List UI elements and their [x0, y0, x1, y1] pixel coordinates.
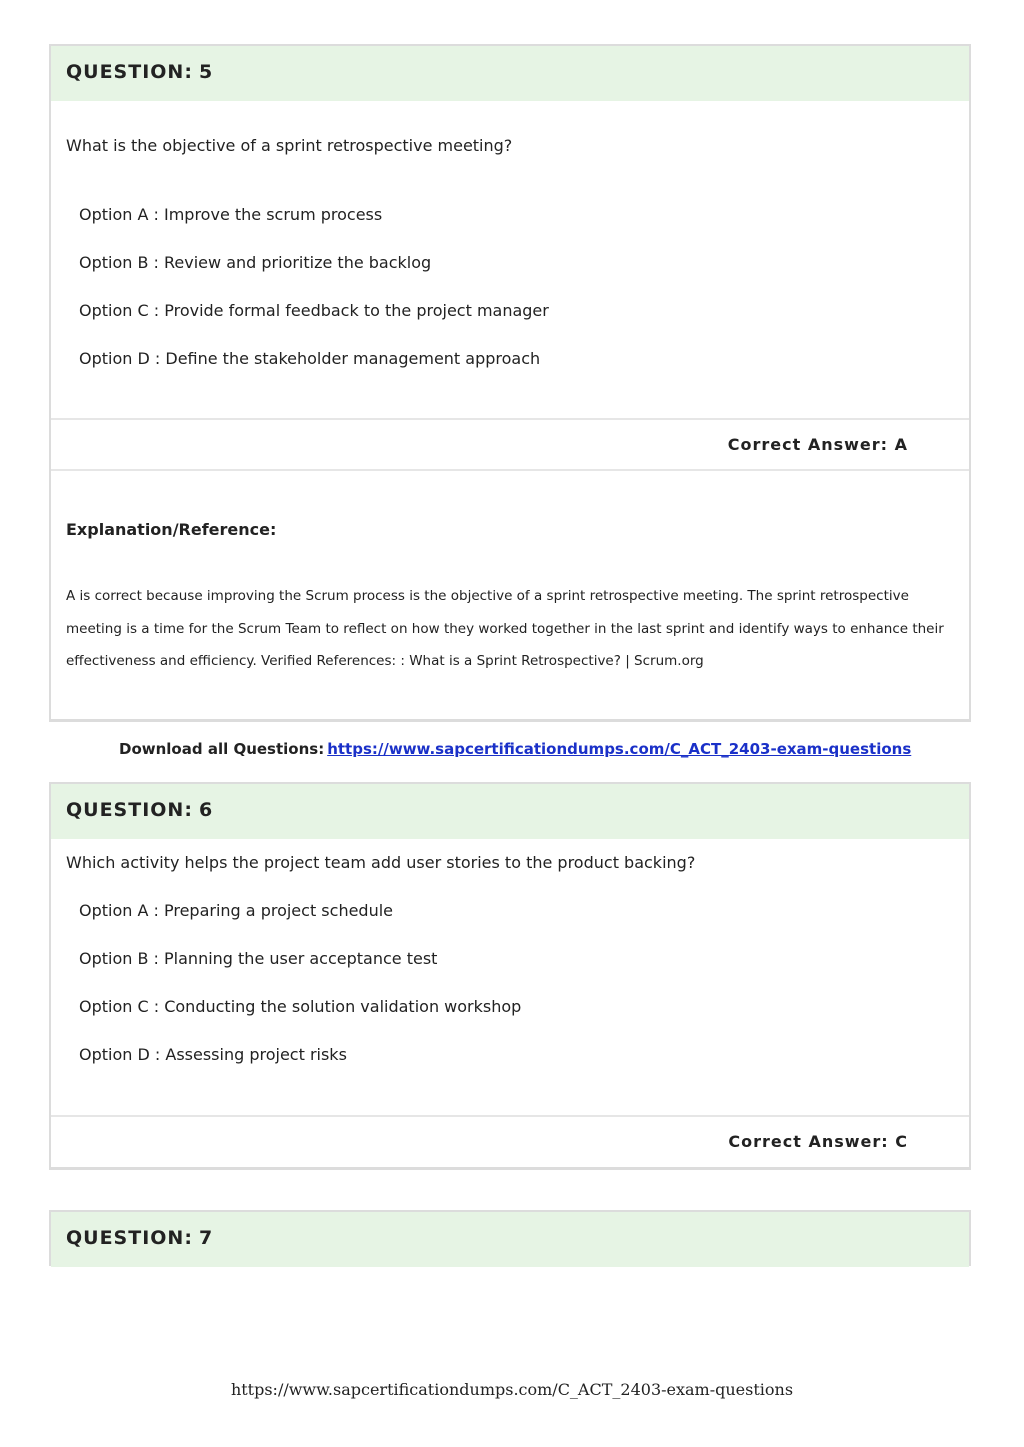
- question-number: 6: [198, 799, 214, 821]
- divider: [51, 418, 969, 420]
- option-c: Option C : Conducting the solution validation workshop: [79, 997, 522, 1016]
- option-d: Option D : Assessing project risks: [79, 1045, 347, 1064]
- question-6-header: [51, 784, 969, 839]
- question-7-card: [49, 1210, 971, 1266]
- download-link[interactable]: https://www.sapcertificationdumps.com/C_ACT_2403-exam-questions: [327, 740, 912, 758]
- question-label: QUESTION:: [66, 1227, 193, 1249]
- explanation-text: A is correct because improving the Scrum process is the objective of a sprint retrospective meeting. The sprint retrospective meeting is a time for the Scrum Team to reflect on how they worked together in the last sprint and identify ways to enhance their effectiveness and efficiency. Verified References: : What is a Sprint Retrospective? | Scrum.org: [66, 588, 944, 669]
- download-label: Download all Questions:: [119, 740, 325, 758]
- option-d: Option D : Define the stakeholder management approach: [79, 349, 541, 368]
- explanation-title: Explanation/Reference:: [66, 520, 277, 539]
- question-text: What is the objective of a sprint retrospective meeting?: [66, 136, 513, 155]
- option-b: Option B : Planning the user acceptance test: [79, 949, 438, 968]
- question-6-card: [49, 782, 971, 1170]
- question-5-card: [49, 44, 971, 722]
- option-b: Option B : Review and prioritize the backlog: [79, 253, 432, 272]
- question-label: QUESTION:: [66, 799, 193, 821]
- option-a: Option A : Improve the scrum process: [79, 205, 383, 224]
- option-a: Option A : Preparing a project schedule: [79, 901, 394, 920]
- question-7-header: [51, 1212, 969, 1267]
- correct-answer: Correct Answer: A: [727, 435, 908, 454]
- question-text: Which activity helps the project team add user stories to the product backing?: [66, 853, 696, 872]
- question-number: 5: [198, 61, 214, 83]
- question-label: QUESTION:: [66, 61, 193, 83]
- question-5-header: [51, 46, 969, 101]
- download-line: [119, 740, 911, 758]
- correct-answer: Correct Answer: C: [728, 1132, 908, 1151]
- option-c: Option C : Provide formal feedback to the project manager: [79, 301, 549, 320]
- divider: [51, 1115, 969, 1117]
- divider: [51, 469, 969, 471]
- footer-url: https://www.sapcertificationdumps.com/C_ACT_2403-exam-questions: [230, 1380, 794, 1399]
- question-number: 7: [198, 1227, 214, 1249]
